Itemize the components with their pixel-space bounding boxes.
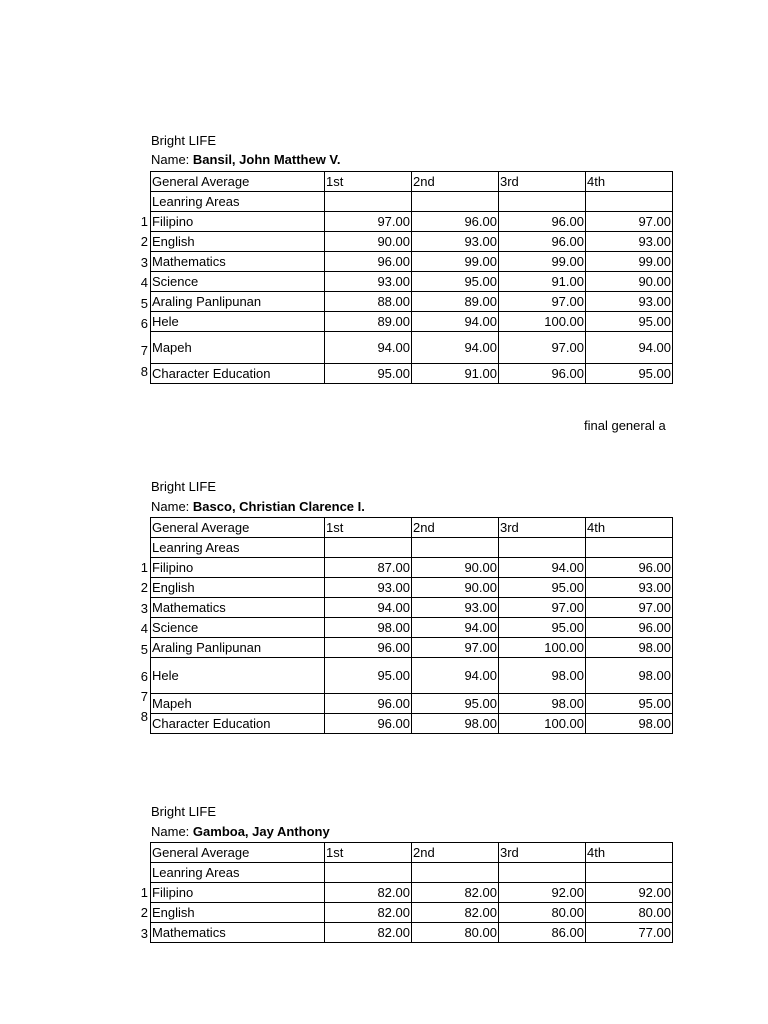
empty-cell <box>412 538 499 558</box>
grade-cell: 96.00 <box>499 364 586 384</box>
grade-cell: 100.00 <box>499 312 586 332</box>
general-average-header: General Average <box>151 172 325 192</box>
grade-cell: 90.00 <box>412 558 499 578</box>
grade-cell: 82.00 <box>325 923 412 943</box>
table-row <box>151 312 673 332</box>
grades-table <box>150 842 673 943</box>
empty-cell <box>325 538 412 558</box>
row-number: 3 <box>140 601 148 616</box>
grade-cell: 95.00 <box>586 312 673 332</box>
grade-cell: 80.00 <box>586 903 673 923</box>
general-average-header: General Average <box>151 843 325 863</box>
table-row <box>151 364 673 384</box>
row-number: 5 <box>140 642 148 657</box>
subject-cell: English <box>151 578 325 598</box>
grade-cell: 93.00 <box>325 272 412 292</box>
subject-cell: Filipino <box>151 883 325 903</box>
grade-cell: 89.00 <box>412 292 499 312</box>
grade-cell: 97.00 <box>499 332 586 364</box>
quarter-3-header: 3rd <box>499 518 586 538</box>
grade-cell: 96.00 <box>499 212 586 232</box>
subject-cell: Mathematics <box>151 252 325 272</box>
grade-cell: 91.00 <box>499 272 586 292</box>
grade-cell: 82.00 <box>325 883 412 903</box>
empty-cell <box>412 863 499 883</box>
grade-cell: 99.00 <box>412 252 499 272</box>
row-number: 6 <box>140 316 148 331</box>
quarter-2-header: 2nd <box>412 518 499 538</box>
grade-cell: 77.00 <box>586 923 673 943</box>
grade-cell: 90.00 <box>586 272 673 292</box>
school-label: Bright LIFE <box>151 133 217 148</box>
header-row <box>151 172 673 192</box>
student-name: Gamboa, Jay Anthony <box>192 824 330 839</box>
table-row <box>151 252 673 272</box>
table-row <box>151 903 673 923</box>
grade-cell: 95.00 <box>412 272 499 292</box>
grade-cell: 94.00 <box>325 332 412 364</box>
subject-cell: Hele <box>151 658 325 694</box>
grade-cell: 97.00 <box>412 638 499 658</box>
general-average-header: General Average <box>151 518 325 538</box>
row-number: 3 <box>140 926 148 941</box>
empty-cell <box>325 863 412 883</box>
grade-cell: 94.00 <box>412 312 499 332</box>
quarter-2-header: 2nd <box>412 172 499 192</box>
grade-cell: 95.00 <box>586 364 673 384</box>
table-row <box>151 694 673 714</box>
grade-cell: 97.00 <box>586 212 673 232</box>
quarter-1-header: 1st <box>325 843 412 863</box>
table-row <box>151 638 673 658</box>
table-row <box>151 923 673 943</box>
name-prefix: Name: <box>151 152 190 167</box>
student-name-line <box>151 150 341 170</box>
subject-cell: Mapeh <box>151 332 325 364</box>
table-row <box>151 232 673 252</box>
table-row <box>151 883 673 903</box>
empty-cell <box>499 192 586 212</box>
student-name-line <box>151 497 365 517</box>
table-row <box>151 618 673 638</box>
row-number: 4 <box>140 621 148 636</box>
grade-cell: 95.00 <box>499 618 586 638</box>
grade-cell: 96.00 <box>412 212 499 232</box>
grade-cell: 94.00 <box>499 558 586 578</box>
subject-cell: Araling Panlipunan <box>151 292 325 312</box>
subject-cell: Hele <box>151 312 325 332</box>
grade-cell: 86.00 <box>499 923 586 943</box>
grade-cell: 93.00 <box>325 578 412 598</box>
subject-cell: English <box>151 903 325 923</box>
grade-cell: 95.00 <box>586 694 673 714</box>
table-row <box>151 578 673 598</box>
subject-cell: Filipino <box>151 212 325 232</box>
learning-areas-label: Leanring Areas <box>151 863 325 883</box>
subject-cell: Araling Panlipunan <box>151 638 325 658</box>
empty-cell <box>586 538 673 558</box>
grade-cell: 80.00 <box>499 903 586 923</box>
header-row <box>151 843 673 863</box>
table-row <box>151 272 673 292</box>
table-row <box>151 658 673 694</box>
quarter-4-header: 4th <box>586 518 673 538</box>
grade-cell: 87.00 <box>325 558 412 578</box>
student-name: Bansil, John Matthew V. <box>192 152 341 167</box>
grade-cell: 96.00 <box>586 558 673 578</box>
quarter-2-header: 2nd <box>412 843 499 863</box>
quarter-3-header: 3rd <box>499 172 586 192</box>
subject-cell: Character Education <box>151 364 325 384</box>
grade-cell: 96.00 <box>325 638 412 658</box>
row-number: 6 <box>140 669 148 684</box>
empty-cell <box>499 863 586 883</box>
row-number: 5 <box>140 296 148 311</box>
row-number: 1 <box>140 885 148 900</box>
grade-cell: 93.00 <box>586 292 673 312</box>
grade-cell: 94.00 <box>412 618 499 638</box>
subject-cell: Science <box>151 618 325 638</box>
learning-areas-row <box>151 538 673 558</box>
grade-cell: 96.00 <box>325 694 412 714</box>
grade-cell: 98.00 <box>325 618 412 638</box>
header-row <box>151 518 673 538</box>
grade-cell: 96.00 <box>499 232 586 252</box>
grade-cell: 91.00 <box>412 364 499 384</box>
table-row <box>151 212 673 232</box>
subject-cell: English <box>151 232 325 252</box>
grade-cell: 82.00 <box>325 903 412 923</box>
quarter-4-header: 4th <box>586 843 673 863</box>
grade-cell: 95.00 <box>325 658 412 694</box>
grade-cell: 94.00 <box>412 658 499 694</box>
grade-cell: 99.00 <box>499 252 586 272</box>
grade-cell: 98.00 <box>586 638 673 658</box>
grade-cell: 94.00 <box>586 332 673 364</box>
grade-cell: 97.00 <box>586 598 673 618</box>
student-name: Basco, Christian Clarence I. <box>192 499 365 514</box>
row-number: 1 <box>140 214 148 229</box>
grade-cell: 98.00 <box>586 658 673 694</box>
row-number: 8 <box>140 709 148 724</box>
empty-cell <box>499 538 586 558</box>
school-label: Bright LIFE <box>151 479 217 494</box>
table-row <box>151 558 673 578</box>
grade-cell: 98.00 <box>499 694 586 714</box>
grade-cell: 92.00 <box>499 883 586 903</box>
table-row <box>151 598 673 618</box>
grade-cell: 82.00 <box>412 903 499 923</box>
empty-cell <box>412 192 499 212</box>
row-number: 8 <box>140 364 148 379</box>
grade-cell: 90.00 <box>325 232 412 252</box>
grade-cell: 97.00 <box>325 212 412 232</box>
grades-table <box>150 171 673 384</box>
row-number: 1 <box>140 560 148 575</box>
table-row <box>151 332 673 364</box>
grade-cell: 95.00 <box>412 694 499 714</box>
grade-cell: 93.00 <box>412 598 499 618</box>
empty-cell <box>586 192 673 212</box>
grade-cell: 97.00 <box>499 292 586 312</box>
grade-cell: 82.00 <box>412 883 499 903</box>
grade-cell: 93.00 <box>586 232 673 252</box>
learning-areas-row <box>151 863 673 883</box>
table-row <box>151 714 673 734</box>
subject-cell: Mathematics <box>151 598 325 618</box>
grade-cell: 96.00 <box>325 252 412 272</box>
grade-cell: 95.00 <box>325 364 412 384</box>
row-number: 3 <box>140 255 148 270</box>
row-number: 7 <box>140 343 148 358</box>
grade-cell: 89.00 <box>325 312 412 332</box>
student-name-line <box>151 822 330 842</box>
learning-areas-label: Leanring Areas <box>151 538 325 558</box>
name-prefix: Name: <box>151 824 190 839</box>
school-label: Bright LIFE <box>151 804 217 819</box>
row-number: 2 <box>140 905 148 920</box>
grade-cell: 98.00 <box>499 658 586 694</box>
final-general-average-label: final general a <box>584 418 666 433</box>
grade-cell: 95.00 <box>499 578 586 598</box>
table-row <box>151 292 673 312</box>
empty-cell <box>586 863 673 883</box>
grade-cell: 90.00 <box>412 578 499 598</box>
empty-cell <box>325 192 412 212</box>
row-number: 2 <box>140 580 148 595</box>
quarter-1-header: 1st <box>325 172 412 192</box>
grade-cell: 100.00 <box>499 638 586 658</box>
grades-table <box>150 517 673 734</box>
learning-areas-label: Leanring Areas <box>151 192 325 212</box>
row-number: 4 <box>140 275 148 290</box>
grade-cell: 94.00 <box>325 598 412 618</box>
grade-cell: 96.00 <box>325 714 412 734</box>
grade-cell: 93.00 <box>412 232 499 252</box>
subject-cell: Character Education <box>151 714 325 734</box>
row-number: 2 <box>140 234 148 249</box>
subject-cell: Mapeh <box>151 694 325 714</box>
grade-cell: 92.00 <box>586 883 673 903</box>
quarter-4-header: 4th <box>586 172 673 192</box>
quarter-3-header: 3rd <box>499 843 586 863</box>
quarter-1-header: 1st <box>325 518 412 538</box>
grade-cell: 88.00 <box>325 292 412 312</box>
grade-cell: 96.00 <box>586 618 673 638</box>
subject-cell: Science <box>151 272 325 292</box>
grade-cell: 97.00 <box>499 598 586 618</box>
learning-areas-row <box>151 192 673 212</box>
grade-cell: 94.00 <box>412 332 499 364</box>
grade-cell: 98.00 <box>586 714 673 734</box>
subject-cell: Mathematics <box>151 923 325 943</box>
grade-cell: 98.00 <box>412 714 499 734</box>
grade-cell: 80.00 <box>412 923 499 943</box>
row-number: 7 <box>140 689 148 704</box>
grade-cell: 93.00 <box>586 578 673 598</box>
name-prefix: Name: <box>151 499 190 514</box>
grade-cell: 99.00 <box>586 252 673 272</box>
subject-cell: Filipino <box>151 558 325 578</box>
grade-cell: 100.00 <box>499 714 586 734</box>
